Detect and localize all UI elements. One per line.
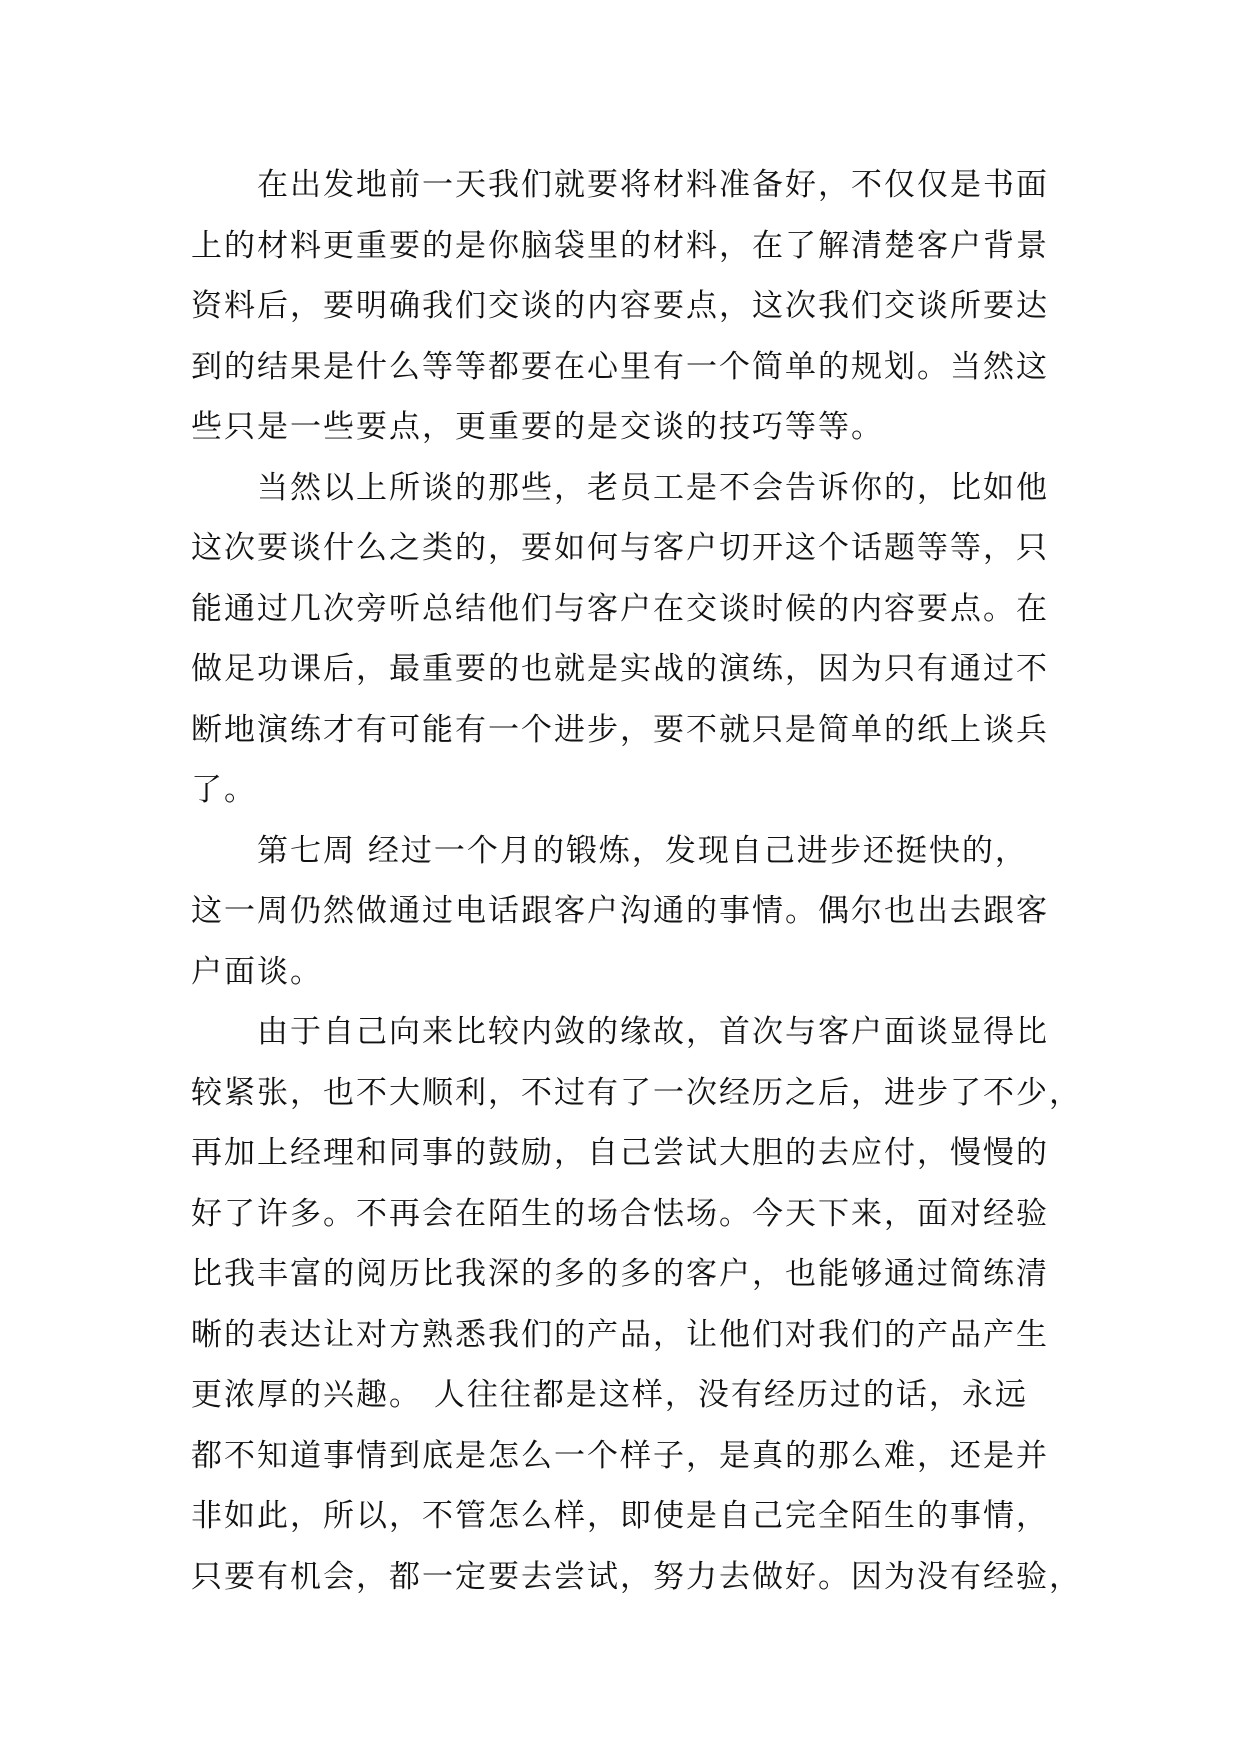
- text-line: 第七周 经过一个月的锻炼，发现自己进步还挺快的，: [191, 832, 1028, 869]
- text-line: 到的结果是什么等等都要在心里有一个简单的规划。当然这: [191, 348, 1049, 385]
- text-line: 上的材料更重要的是你脑袋里的材料，在了解清楚客户背景: [191, 227, 1049, 264]
- text-line: 比我丰富的阅历比我深的多的多的客户，也能够通过简练清: [191, 1256, 1049, 1292]
- text-line: 更浓厚的兴趣。 人往往都是这样，没有经历过的话，永远: [191, 1377, 1028, 1413]
- text-line: 这一周仍然做通过电话跟客户沟通的事情。偶尔也出去跟客: [191, 893, 1049, 929]
- body-text: [191, 155, 1082, 1607]
- text-line: 非如此，所以，不管怎么样，即使是自己完全陌生的事情，: [191, 1498, 1049, 1534]
- text-line: 了。: [191, 772, 257, 808]
- text-line: 做足功课后，最重要的也就是实战的演练，因为只有通过不: [191, 651, 1049, 687]
- text-line: 只要有机会，都一定要去尝试，努力去做好。因为没有经验，: [191, 1558, 1082, 1595]
- text-line: 些只是一些要点，更重要的是交谈的技巧等等。: [191, 409, 884, 445]
- text-line: 资料后，要明确我们交谈的内容要点，这次我们交谈所要达: [191, 288, 1049, 324]
- text-line: 好了许多。不再会在陌生的场合怯场。今天下来，面对经验: [191, 1195, 1049, 1232]
- text-line: 在出发地前一天我们就要将材料准备好，不仅仅是书面: [191, 167, 1049, 203]
- text-line: 都不知道事情到底是怎么一个样子，是真的那么难，还是并: [191, 1437, 1049, 1474]
- text-line: 能通过几次旁听总结他们与客户在交谈时候的内容要点。在: [191, 590, 1049, 627]
- text-line: 再加上经理和同事的鼓励，自己尝试大胆的去应付，慢慢的: [191, 1135, 1049, 1171]
- text-line: 较紧张，也不大顺利，不过有了一次经历之后，进步了不少，: [191, 1074, 1082, 1111]
- text-line: 这次要谈什么之类的，要如何与客户切开这个话题等等，只: [191, 530, 1049, 566]
- text-line: 户面谈。: [191, 953, 323, 990]
- text-line: 晰的表达让对方熟悉我们的产品，让他们对我们的产品产生: [191, 1316, 1049, 1353]
- text-line: 由于自己向来比较内敛的缘故，首次与客户面谈显得比: [191, 1014, 1049, 1050]
- text-line: 断地演练才有可能有一个进步，要不就只是简单的纸上谈兵: [191, 711, 1049, 748]
- text-line: 当然以上所谈的那些，老员工是不会告诉你的，比如他: [191, 469, 1049, 506]
